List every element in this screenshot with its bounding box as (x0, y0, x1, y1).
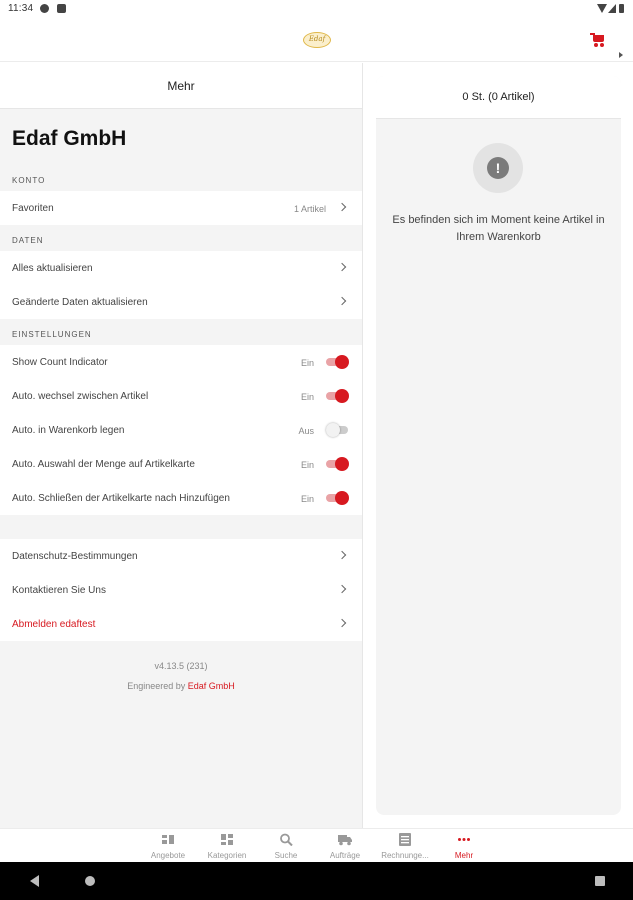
status-time: 11:34 (8, 3, 34, 14)
setting-label: Auto. Schließen der Artikelkarte nach Hinzufügen (12, 493, 230, 504)
truck-icon (338, 833, 352, 846)
setting-label: Auto. wechsel zwischen Artikel (12, 391, 149, 402)
nav-label: Mehr (454, 851, 474, 860)
invoice-icon (398, 833, 412, 846)
setting-row-show-count[interactable] (0, 345, 362, 379)
alles-aktualisieren-label: Alles aktualisieren (12, 263, 93, 274)
categories-icon (220, 833, 234, 846)
geaenderte-daten-label: Geänderte Daten aktualisieren (12, 297, 148, 308)
nav-label: Suche (274, 851, 298, 860)
system-navigation-bar (0, 862, 633, 900)
battery-icon (619, 4, 624, 13)
nav-auftraege[interactable] (316, 829, 374, 863)
cart-summary: 0 St. (0 Artikel) (376, 76, 621, 119)
setting-row-auto-wechsel[interactable] (0, 379, 362, 413)
nav-label: Angebote (150, 851, 186, 860)
favoriten-count: 1 Artikel (293, 204, 326, 214)
nav-label: Rechnunge... (381, 851, 429, 860)
setting-state: Ein (300, 494, 314, 504)
empty-cart-message: Es befinden sich im Moment keine Artikel in Ihrem Warenkorb (392, 214, 605, 243)
chevron-right-icon (338, 619, 346, 627)
app-bar (0, 18, 633, 62)
nav-mehr[interactable] (435, 829, 493, 863)
toggle-switch[interactable] (326, 355, 348, 369)
cart-icon[interactable] (590, 32, 608, 48)
setting-state: Aus (298, 426, 314, 436)
logout-label: Abmelden edaftest (12, 619, 96, 630)
cart-panel (376, 76, 621, 815)
logout-row[interactable] (0, 607, 362, 641)
back-icon[interactable] (30, 875, 39, 887)
setting-label: Show Count Indicator (12, 357, 108, 368)
caret-right-icon[interactable] (619, 52, 623, 58)
brand-logo[interactable]: Edaf (303, 32, 331, 48)
chevron-right-icon (338, 297, 346, 305)
more-panel (0, 63, 363, 828)
toggle-switch[interactable] (326, 491, 348, 505)
setting-label: Auto. in Warenkorb legen (12, 425, 125, 436)
bottom-navigation (0, 828, 633, 862)
alert-icon: ! (487, 157, 509, 179)
toggle-switch[interactable] (326, 389, 348, 403)
chevron-right-icon (338, 551, 346, 559)
chevron-right-icon (338, 263, 346, 271)
toggle-switch[interactable] (326, 457, 348, 471)
sync-status-icon (40, 4, 49, 13)
engineered-by (0, 681, 362, 691)
spacer (0, 515, 362, 539)
engineered-brand-link[interactable]: Edaf GmbH (187, 681, 235, 691)
kontakt-row[interactable] (0, 573, 362, 607)
setting-label: Auto. Auswahl der Menge auf Artikelkarte (12, 459, 195, 470)
signal-icon (608, 4, 616, 13)
more-icon (457, 833, 471, 846)
nav-label: Kategorien (207, 851, 247, 860)
geaenderte-daten-row[interactable] (0, 285, 362, 319)
offers-icon (161, 833, 175, 846)
nav-label: Aufträge (329, 851, 361, 860)
empty-cart-alert (473, 143, 523, 193)
wifi-icon (597, 4, 607, 13)
panel-title: Mehr (0, 63, 362, 109)
section-konto: KONTO (12, 176, 46, 185)
setting-state: Ein (300, 358, 314, 368)
engineered-prefix: Engineered by (127, 681, 186, 691)
nav-angebote[interactable] (139, 829, 197, 863)
chevron-right-icon (338, 585, 346, 593)
status-bar (0, 0, 633, 18)
kontakt-label: Kontaktieren Sie Uns (12, 585, 106, 596)
setting-row-auto-warenkorb[interactable] (0, 413, 362, 447)
datenschutz-label: Datenschutz-Bestimmungen (12, 551, 138, 562)
favoriten-label: Favoriten (12, 203, 54, 214)
setting-state: Ein (300, 460, 314, 470)
app-version: v4.13.5 (231) (154, 661, 208, 671)
company-name: Edaf GmbH (12, 127, 127, 150)
setting-state: Ein (300, 392, 314, 402)
favoriten-row[interactable] (0, 191, 362, 225)
nav-rechnungen[interactable] (376, 829, 434, 863)
nav-suche[interactable] (257, 829, 315, 863)
setting-row-auto-schliessen[interactable] (0, 481, 362, 515)
nav-kategorien[interactable] (198, 829, 256, 863)
sd-card-status-icon (57, 4, 66, 13)
section-einstellungen: EINSTELLUNGEN (12, 330, 92, 339)
alles-aktualisieren-row[interactable] (0, 251, 362, 285)
home-icon[interactable] (85, 876, 95, 886)
recent-apps-icon[interactable] (595, 876, 605, 886)
search-icon (279, 833, 293, 846)
setting-row-auto-menge[interactable] (0, 447, 362, 481)
datenschutz-row[interactable] (0, 539, 362, 573)
section-daten: DATEN (12, 236, 44, 245)
toggle-switch[interactable] (326, 423, 348, 437)
chevron-right-icon (338, 203, 346, 211)
